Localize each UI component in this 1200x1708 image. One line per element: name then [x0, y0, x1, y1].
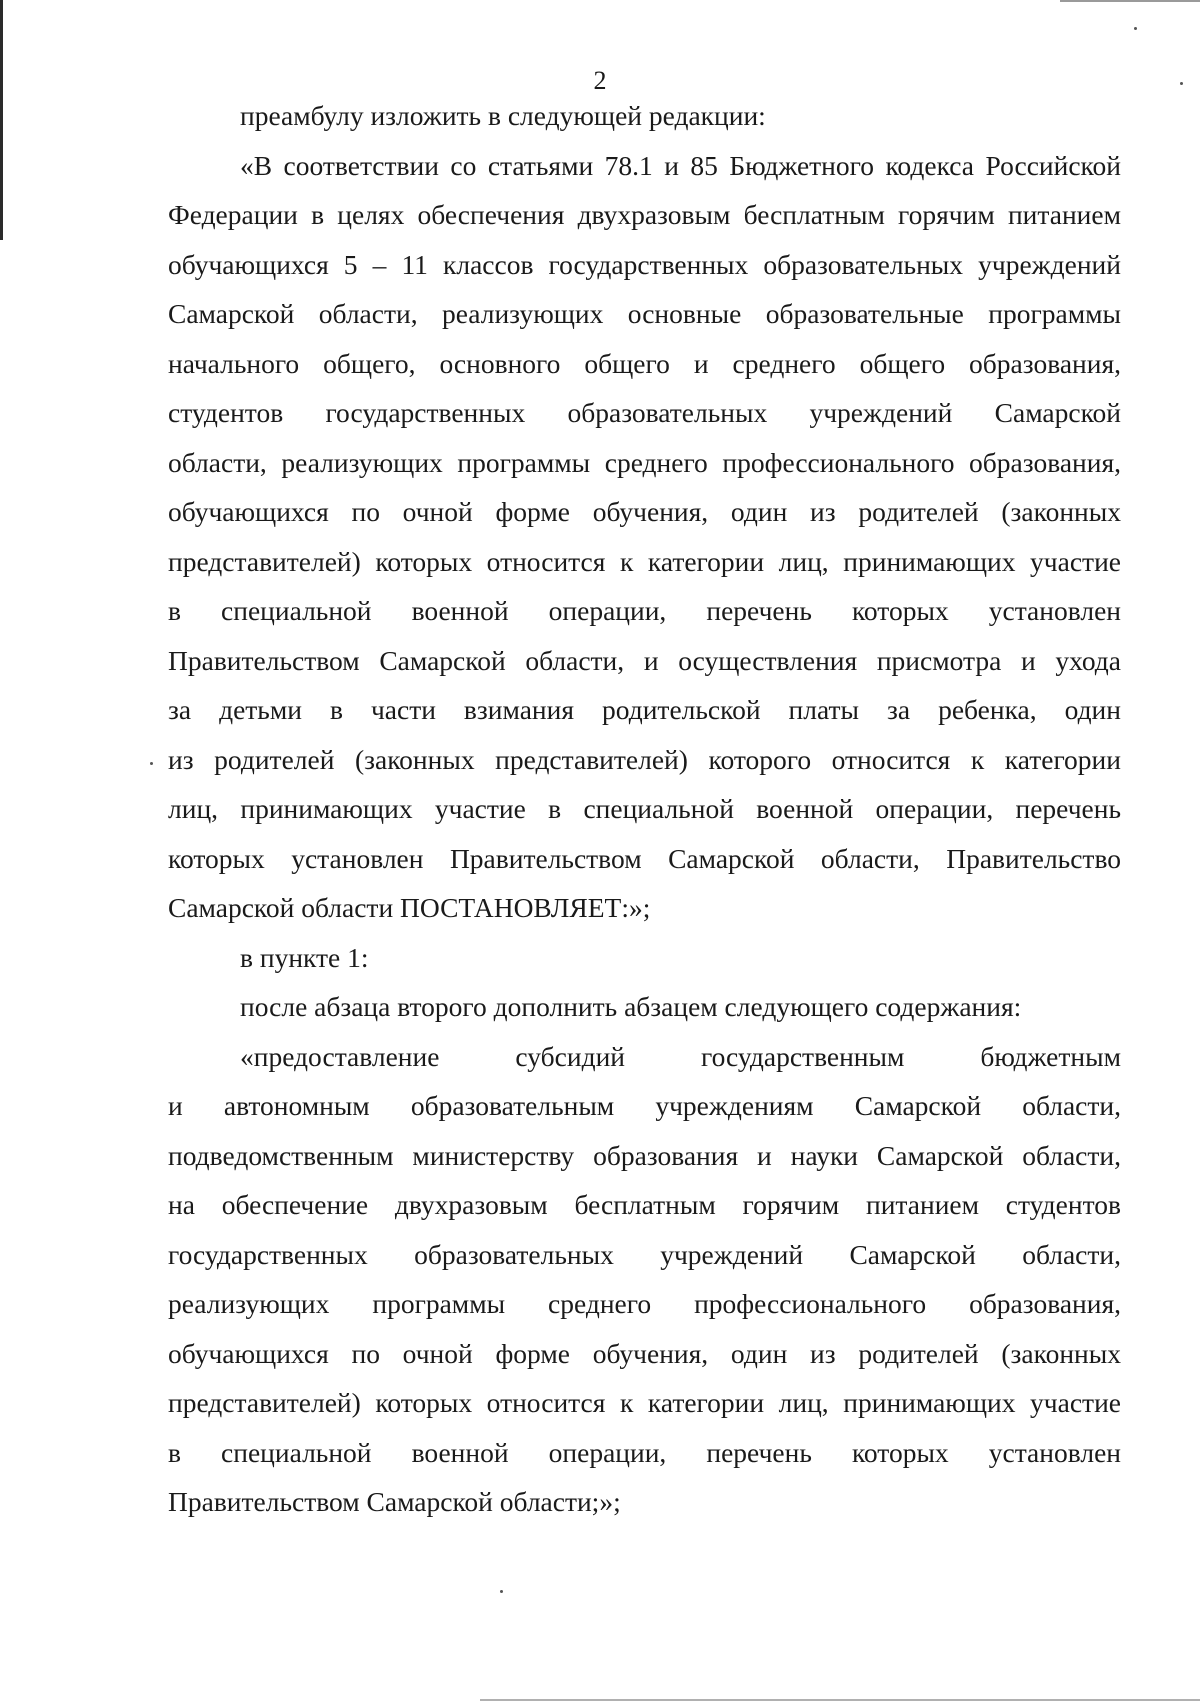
text-line: «предоставление субсидий государственным бюджетным — [240, 1041, 1121, 1072]
text-line: на обеспечение двухразовым бесплатным горячим питанием студентов — [168, 1189, 1121, 1220]
text-line: начального общего, основного общего и среднего общего образования, — [168, 348, 1121, 379]
text-line: обучающихся по очной форме обучения, один из родителей (законных — [168, 496, 1121, 527]
text-line: представителей) которых относится к категории лиц, принимающих участие — [168, 1387, 1121, 1418]
text-line: после абзаца второго дополнить абзацем следующего содержания: — [240, 991, 1022, 1022]
text-line: Правительством Самарской области, и осуществления присмотра и ухода — [168, 645, 1121, 676]
text-line: за детьми в части взимания родительской платы за ребенка, один — [168, 694, 1121, 725]
scan-speck — [500, 1590, 503, 1593]
text-line: подведомственным министерству образования и науки Самарской области, — [168, 1140, 1121, 1171]
scan-left-border — [0, 0, 3, 240]
text-line: Самарской области ПОСТАНОВЛЯЕТ:»; — [168, 892, 651, 923]
scan-speck — [1134, 27, 1137, 30]
text-line: обучающихся 5 – 11 классов государственных образовательных учреждений — [168, 249, 1121, 280]
text-line: «В соответствии со статьями 78.1 и 85 Бюджетного кодекса Российской — [240, 150, 1121, 181]
text-line: Самарской области, реализующих основные образовательные программы — [168, 298, 1121, 329]
text-line: студентов государственных образовательных учреждений Самарской — [168, 397, 1121, 428]
text-line: в пункте 1: — [240, 942, 369, 973]
text-line: государственных образовательных учреждений Самарской области, — [168, 1239, 1121, 1270]
scan-top-rule — [1060, 0, 1200, 2]
scan-bottom-rule — [480, 1699, 1200, 1701]
text-line: обучающихся по очной форме обучения, один из родителей (законных — [168, 1338, 1121, 1369]
text-line: и автономным образовательным учреждениям Самарской области, — [168, 1090, 1121, 1121]
text-line: преамбулу изложить в следующей редакции: — [240, 100, 766, 131]
text-line: Федерации в целях обеспечения двухразовым бесплатным горячим питанием — [168, 199, 1121, 230]
text-line: в специальной военной операции, перечень которых установлен — [168, 1437, 1121, 1468]
text-line: лиц, принимающих участие в специальной военной операции, перечень — [168, 793, 1121, 824]
page-number: 2 — [593, 66, 607, 95]
scan-speck — [150, 762, 153, 765]
text-line: которых установлен Правительством Самарской области, Правительство — [168, 843, 1121, 874]
scan-speck — [1180, 82, 1183, 85]
text-line: области, реализующих программы среднего профессионального образования, — [168, 447, 1121, 478]
text-line: Правительством Самарской области;»; — [168, 1486, 621, 1517]
text-line: в специальной военной операции, перечень которых установлен — [168, 595, 1121, 626]
text-line: реализующих программы среднего профессионального образования, — [168, 1288, 1121, 1319]
text-line: представителей) которых относится к категории лиц, принимающих участие — [168, 546, 1121, 577]
text-line: из родителей (законных представителей) которого относится к категории — [168, 744, 1121, 775]
